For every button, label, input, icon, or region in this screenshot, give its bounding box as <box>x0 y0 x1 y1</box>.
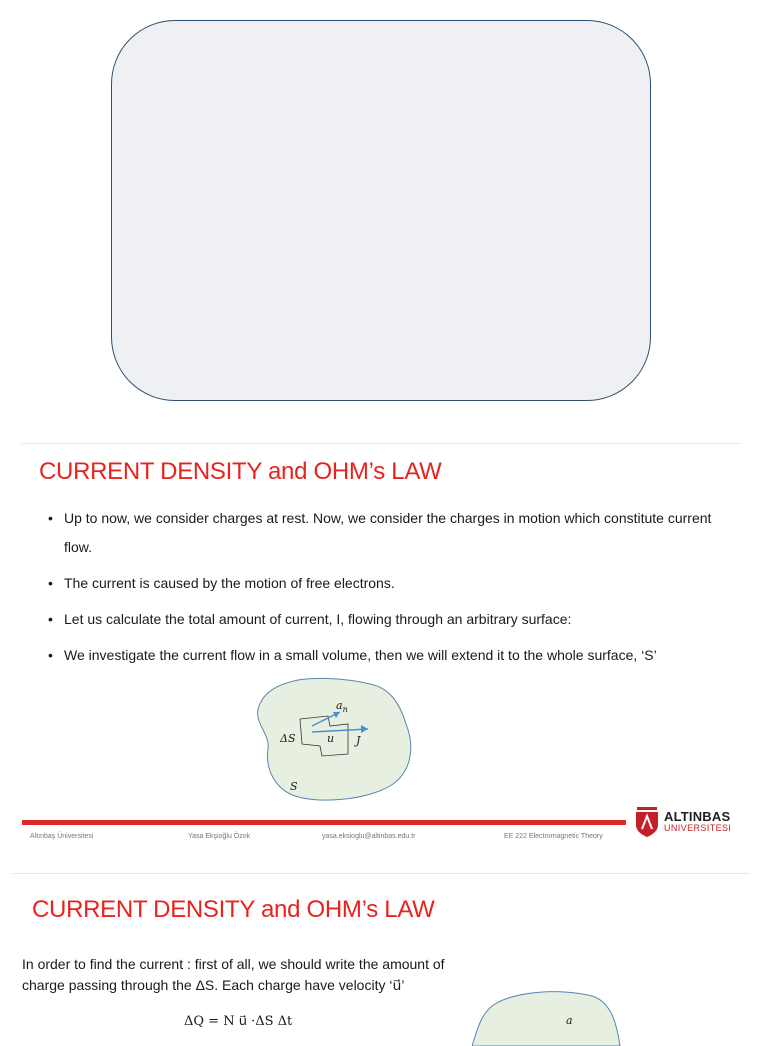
slide-2-text <box>22 954 445 996</box>
delta-s-label: ΔS <box>280 732 296 745</box>
surface-diagram-partial <box>472 986 622 1046</box>
s-label: S <box>290 780 298 793</box>
footer-university: Altınbaş Üniversitesi <box>30 833 94 840</box>
logo-subtitle: UNIVERSITESI <box>664 823 732 833</box>
bullet-item: • We investigate the current flow in a small volume, then we will extend it to the whole surface, ‘S’ <box>48 641 728 670</box>
text-line: charge passing through the ΔS. Each charge have velocity ‘u⃗’ <box>22 977 405 993</box>
slide-2 <box>12 873 750 1029</box>
bullet-item: • The current is caused by the motion of free electrons. <box>48 569 728 598</box>
footer-email: yasa.eksioglu@altinbas.edu.tr <box>322 833 416 840</box>
bullet-list <box>48 504 728 670</box>
u-label: u <box>327 732 335 745</box>
bullet-item: • Let us calculate the total amount of current, I, flowing through an arbitrary surface: <box>48 605 728 634</box>
surface-diagram <box>250 674 420 804</box>
footer-bar <box>22 820 626 825</box>
slide-title: CURRENT DENSITY and OHM’s LAW <box>32 896 435 923</box>
an-label: a <box>566 1014 573 1027</box>
bullet-item: • Up to now, we consider charges at rest. Now, we consider the charges in motion which constitute current flow. <box>48 504 728 562</box>
placeholder-card <box>111 20 651 401</box>
an-label: a <box>336 699 343 712</box>
charge-equation: ΔQ = N u⃗ ·ΔS Δt <box>184 1014 293 1029</box>
an-subscript: n <box>342 705 348 714</box>
logo-name: ALTINBAS <box>664 809 731 824</box>
slide-1 <box>22 443 740 844</box>
text-line: In order to find the current : first of all, we should write the amount of <box>22 956 445 972</box>
altinbas-emblem-icon <box>634 807 660 837</box>
footer-author: Yasa Ekşioğlu Özok <box>188 833 251 840</box>
altinbas-logo <box>634 807 739 839</box>
j-label: J <box>356 734 361 747</box>
footer-course: EE 222 Electromagnetic Theory <box>504 833 603 840</box>
slide-title: CURRENT DENSITY and OHM’s LAW <box>39 458 442 485</box>
